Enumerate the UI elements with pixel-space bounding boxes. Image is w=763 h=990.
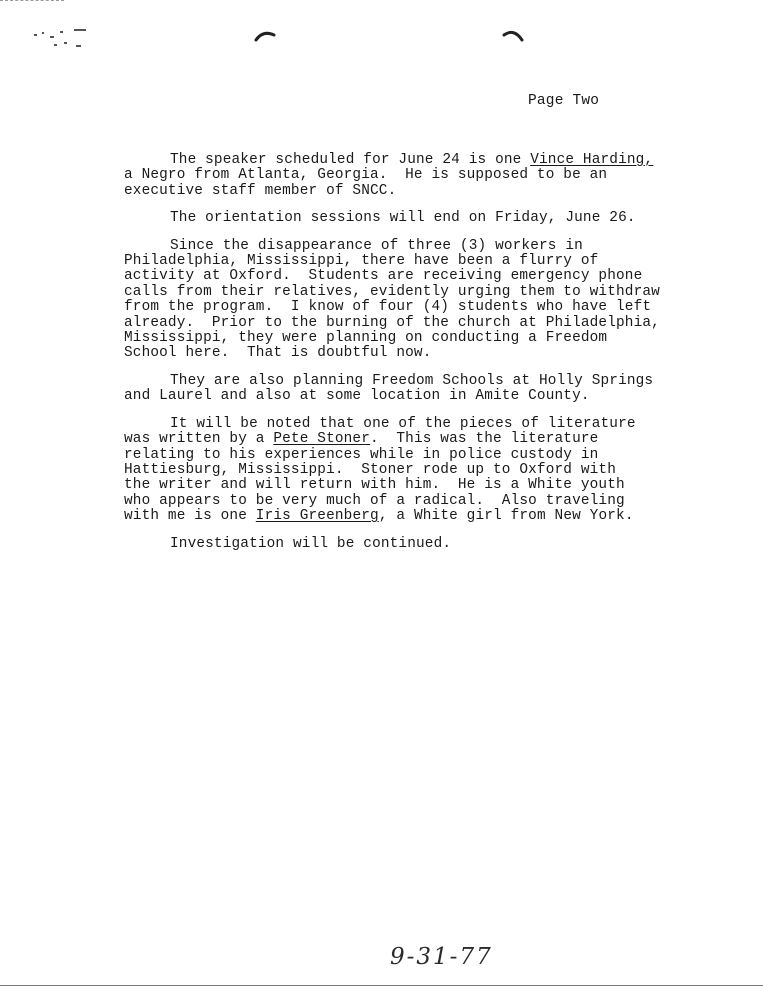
text-line: a Negro from Atlanta, Georgia. He is supposed to be an <box>124 167 608 184</box>
underlined-name: Vince Harding, <box>530 152 654 168</box>
text-line: from the program. I know of four (4) students who have left <box>124 299 652 316</box>
text-line: relating to his experiences while in police custody in <box>124 446 599 463</box>
text-line: Investigation will be continued. <box>170 535 452 552</box>
text-line <box>124 509 684 524</box>
text-line: the writer and will return with him. He is a White youth <box>124 477 625 494</box>
page-bottom-edge <box>0 985 763 986</box>
underlined-name: Iris Greenberg <box>255 508 379 525</box>
text-line: Philadelphia, Mississippi, there have been a flurry of <box>124 253 599 270</box>
text-line <box>124 153 684 168</box>
text-line-segment: . This was the literature <box>370 431 599 448</box>
paragraph-orientation <box>124 211 684 226</box>
handwritten-file-number: 9-31-77 <box>390 944 493 970</box>
paragraph-disappearance <box>124 239 684 362</box>
text-line: The orientation sessions will end on Friday, June 26. <box>170 210 636 227</box>
punch-hole-mark-right <box>502 28 524 42</box>
text-line: executive staff member of SNCC. <box>124 182 397 199</box>
page-label: Page Two <box>528 93 600 109</box>
text-line-segment: , a White girl from New York. <box>378 508 634 525</box>
document-body <box>124 153 684 564</box>
text-line: activity at Oxford. Students are receiving emergency phone <box>124 268 643 285</box>
text-line: Mississippi, they were planning on conducting a Freedom <box>124 330 608 347</box>
text-line: They are also planning Freedom Schools at Holly Springs <box>170 372 654 389</box>
text-line: already. Prior to the burning of the church at Philadelphia, <box>124 314 660 331</box>
text-line: School here. That is doubtful now. <box>124 345 432 362</box>
text-line-segment: with me is one <box>124 508 256 525</box>
text-line-segment: was written by a <box>124 431 274 448</box>
text-line: Since the disappearance of three (3) workers in <box>170 237 583 254</box>
paragraph-speaker <box>124 153 684 199</box>
text-line: who appears to be very much of a radical. Also traveling <box>124 492 625 509</box>
text-line: calls from their relatives, evidently urging them to withdraw <box>124 283 660 300</box>
text-line: It will be noted that one of the pieces of literature <box>170 415 636 432</box>
text-line <box>124 432 684 447</box>
text-line-segment: The speaker scheduled for June 24 is one <box>170 152 531 168</box>
punch-hole-mark-left <box>254 28 276 42</box>
paragraph-freedom-schools <box>124 374 684 405</box>
scan-edge-mark <box>0 0 64 1</box>
text-line: Hattiesburg, Mississippi. Stoner rode up to Oxford with <box>124 461 617 478</box>
scan-specks <box>30 24 90 54</box>
text-line: and Laurel and also at some location in Amite County. <box>124 388 590 405</box>
paragraph-literature <box>124 417 684 525</box>
paragraph-closing <box>124 537 684 552</box>
underlined-name: Pete Stoner <box>273 431 371 448</box>
